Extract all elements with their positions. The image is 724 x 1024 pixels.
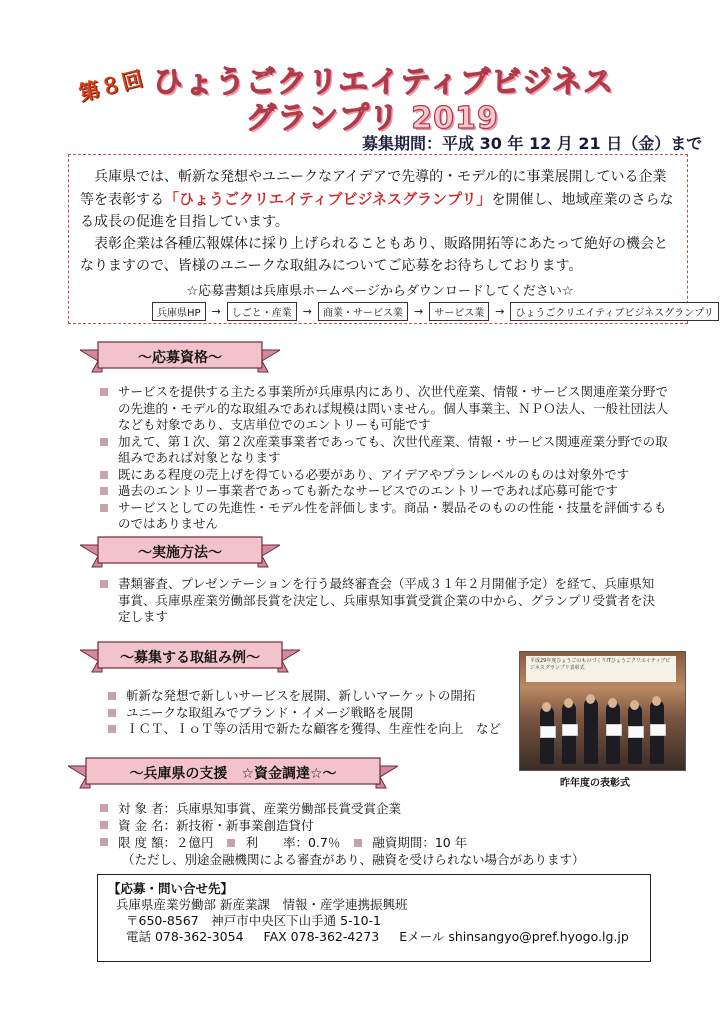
list-item: ユニークな取組みでブランド・イメージ戦略を展開: [104, 705, 514, 722]
intro-paragraph-2: 表彰企業は各種広報媒体に採り上げられることもあり、販路開拓等にあたって絶好の機会となりますので、皆様のユニークな取組みについてご応募をお待ちしております。: [80, 236, 668, 274]
nav-path: [152, 302, 719, 321]
nav-chip-commerce[interactable]: 商業・サービス業: [318, 302, 408, 321]
support-terms: 限 度 額：２億円 利 率：0.7％ 融資期間：10 年: [96, 834, 656, 851]
list-item: 既にある程度の売上げを得ている必要があり、アイデアやプランレベルのものは対象外です: [96, 467, 676, 484]
nav-chip-grandprix[interactable]: ひょうごクリエイティブビジネスグランプリ: [510, 302, 718, 321]
download-note: ☆応募書類は兵庫県ホームページからダウンロードしてください☆: [186, 284, 574, 299]
contact-email[interactable]: Eメール shinsangyo@pref.hyogo.lg.jp: [399, 929, 629, 944]
support-target: 対 象 者：兵庫県知事賞、産業労働部長賞受賞企業: [96, 800, 656, 817]
nav-chip-hp[interactable]: 兵庫県HP: [152, 302, 206, 321]
support-list: [96, 800, 656, 868]
ribbon-examples: [80, 640, 300, 674]
intro-text-a: 兵庫県では、斬新な発想やユニークなアイデアで先導的・モデル的に事業展開している企業等を表彰する: [80, 169, 667, 208]
intro-text-b: を開催し、地域産業のさらなる成長の促進を目指しています。: [80, 192, 674, 230]
section-heading-examples: ～募集する取組み例～: [120, 650, 260, 666]
eligibility-list: [96, 384, 676, 533]
photo-banner: 平成29年度ひょうごのものづくりITひょうごクリエイティブビジネスグランプリ表彰式: [526, 656, 676, 682]
arrow-icon: →: [302, 305, 312, 318]
section-heading-eligibility: ～応募資格～: [138, 350, 222, 366]
contact-lines: [108, 929, 640, 945]
arrow-icon: →: [414, 305, 424, 318]
list-item: 加えて、第１次、第２次産業事業者であっても、次世代産業、情報・サービス関連産業分野での取組みであれば対象となります: [96, 434, 676, 467]
intro-text: [80, 166, 680, 277]
support-fund-name: 資 金 名：新技術・新事業創造貸付: [96, 817, 656, 834]
list-item: サービスを提供する主たる事業所が兵庫県内にあり、次世代産業、情報・サービス関連産業分野での先進的・モデル的な取組みであれば規模は問いません。個人事業主、ＮＰＯ法人、一般社団法人なども対象であり、支店単位でのエントリーも可能です: [96, 384, 676, 434]
contact-address: 〒650-8567 神戸市中央区下山手通 5-10-1: [126, 913, 381, 928]
list-item: サービスとしての先進性・モデル性を評価します。商品・製品そのものの性能・技量を評価するものではありません: [96, 500, 676, 533]
photo-caption: 昨年度の表彰式: [560, 778, 630, 789]
nav-chip-shigoto[interactable]: しごと・産業: [227, 302, 297, 321]
ribbon-method: [80, 535, 280, 569]
contact-fax: FAX 078-362-4273: [263, 929, 380, 944]
deadline-text: 募集期間：平成 30 年 12 月 21 日（金）まで: [362, 134, 703, 153]
nav-chip-service[interactable]: サービス業: [429, 302, 489, 321]
intro-paragraph-1: [80, 166, 680, 233]
section-heading-support: ～兵庫県の支援 ☆資金調達☆～: [129, 766, 337, 782]
list-item: 書類審査、プレゼンテーションを行う最終審査会（平成３１年２月開催予定）を経て、兵庫県知事賞、兵庫県産業労働部長賞を決定し、兵庫県知事賞受賞企業の中から、グランプリ受賞者を決定します: [96, 576, 656, 626]
method-list: [96, 576, 656, 626]
list-item: 斬新な発想で新しいサービスを展開、新しいマーケットの開拓: [104, 688, 514, 705]
arrow-icon: →: [495, 305, 505, 318]
contact-box: [97, 874, 651, 962]
contact-phone: 電話 078-362-3054: [126, 929, 244, 944]
list-item: ＩＣＴ、ＩｏＴ等の活用で新たな顧客を獲得、生産性を向上 など: [104, 721, 514, 738]
page-title-line1: ひょうごクリエイティブビジネス: [153, 65, 615, 100]
edition-badge: 第８回: [76, 66, 147, 106]
support-note: （ただし、別途金融機関による審査があり、融資を受けられない場合があります）: [122, 852, 585, 867]
examples-list: [104, 688, 514, 738]
grandprix-name: 「ひょうごクリエイティブビジネスグランプリ」: [164, 190, 492, 208]
section-heading-method: ～実施方法～: [138, 545, 222, 561]
arrow-icon: →: [211, 305, 221, 318]
page-title-line2: グランプリ 2019: [246, 101, 499, 136]
ribbon-eligibility: [80, 340, 280, 374]
list-item: 過去のエントリー事業者であっても新たなサービスでのエントリーであれば応募可能です: [96, 483, 676, 500]
contact-heading: 【応募・問い合せ先】: [108, 881, 234, 896]
award-ceremony-photo: [519, 651, 686, 771]
ribbon-support: [68, 756, 398, 790]
contact-dept: 兵庫県産業労働部 新産業課 情報・産学連携振興班: [116, 897, 408, 912]
